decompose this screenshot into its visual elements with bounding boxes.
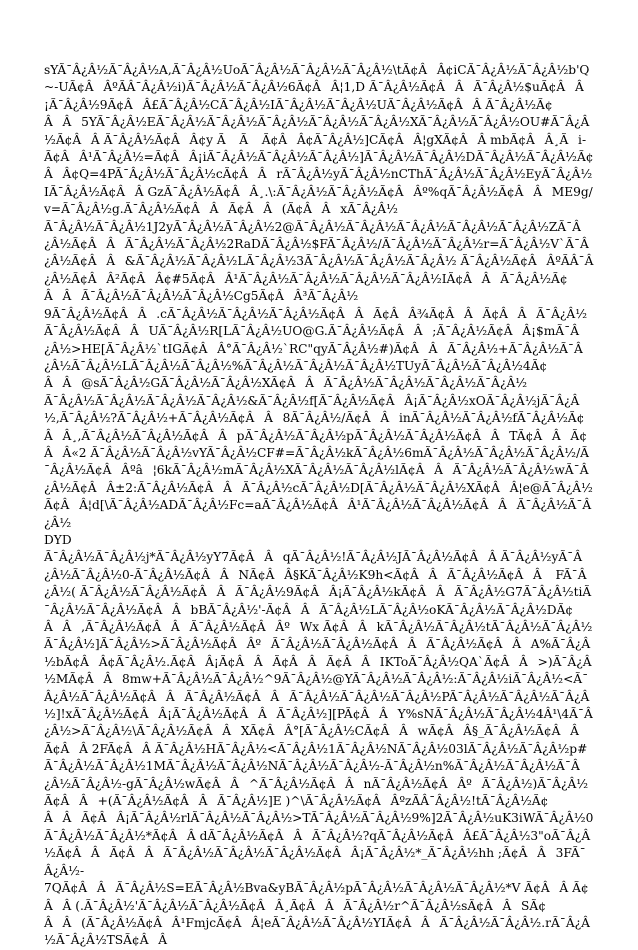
- text-paragraph-4: Ã¯Â¿Â½Ã¯Â¿Â½Ã¯Â¿Â½Ã¯Â¿Â½&Ã¯Â¿Â½f[Ã¯Â¿Â½Ã¢ÂÂ¡Ã¯Â¿Â½xOÃ¯Â¿Â½jÃ¯Â¿Â½,Ã¯Â¿Â½?Ã¯Â¿Â½+Ã¯Â¿Â½Ã¢ÂÂ8Ã¯Â¿Â½/Ã¢ÂÂinÃ¯Â¿Â½Ã¯Â¿Â½fÃ¯Â¿Â½Ã¢ÂÂ¸,Ã¯Â¿Â½Ã¯Â¿Â½Ã¢ÂÂpÃ¯Â¿Â½Ã¯Â¿Â½pÃ¯Â¿Â½Ã¯Â¿Â½Ã¢ÂÂTÃ¢ÂÂÃ¢ÂÂ«2 Ã¯Â¿Â½Ã¯Â¿Â½vYÃ¯Â¿Â½CF#=Ã¯Â¿Â½kÃ¯Â¿Â½6mÃ¯Â¿Â½Ã¯Â¿Â½Ã¯Â¿Â½/Ã¯Â¿Â½Ã¢ÂÂºâ¦6kÃ¯Â¿Â½mÃ¯Â¿Â½XÃ¯Â¿Â½Ã¯Â¿Â½lÃ¢ÂÂÃ¯Â¿Â½Ã¯Â¿Â½wÃ¯Â¿Â½Ã¢ÂÂ±2:Ã¯Â¿Â½Ã¢ÂÂÃ¯Â¿Â½cÃ¯Â¿Â½D[Ã¯Â¿Â½Ã¯Â¿Â½XÃ¢ÂÂ¦e@Ã¯Â¿Â½Ã¢ÂÂ¦d[\Ã¯Â¿Â½ADÃ¯Â¿Â½Fc=aÃ¯Â¿Â½Ã¢ÂÂ¹Ã¯Â¿Â½Ã¯Â¿Â½Ã¢ÂÂÃ¯Â¿Â½Ã¯Â¿Â½: [44, 393, 593, 530]
- text-paragraph-5: DYD: [44, 532, 72, 547]
- garbled-text-body: [44, 62, 594, 950]
- text-paragraph-6: Ã¯Â¿Â½Ã¯Â¿Â½j*Ã¯Â¿Â½yY7Ã¢ÂÂqÃ¯Â¿Â½!Ã¯Â¿Â½JÃ¯Â¿Â½Ã¢ÂÂ Ã¯Â¿Â½yÃ¯Â¿Â½Ã¯Â¿Â½0-Ã¯Â¿Â½Ã¢ÂÂNÃ¢ÂÂ§KÃ¯Â¿Â½K9h<Ã¢ÂÂÃ¯Â¿Â½Ã¢ÂÂ FÃ¯Â¿Â½( Ã¯Â¿Â½Ã¯Â¿Â½Ã¢ÂÂÃ¯Â¿Â½9Ã¢ÂÂ¡Ã¯Â¿Â½kÃ¢ÂÂÃ¯Â¿Â½G7Ã¯Â¿Â½tiÃ¯Â¿Â½Ã¯Â¿Â½Ã¢ÂÂbBÃ¯Â¿Â½'-Ã¢ÂÂÃ¯Â¿Â½LÃ¯Â¿Â½oKÃ¯Â¿Â½Ã¯Â¿Â½DÃ¢ÂÂ,Ã¯Â¿Â½Ã¢ÂÂÃ¯Â¿Â½Ã¢ÂÂºWx Ã¢ÂÂkÃ¯Â¿Â½Ã¯Â¿Â½tÃ¯Â¿Â½Ã¯Â¿Â½Ã¯Â¿Â½]Ã¯Â¿Â½>Ã¯Â¿Â½Ã¢ÂÂºÃ¯Â¿Â½Ã¯Â¿Â½Ã¢ÂÂÃ¯Â¿Â½Ã¢ÂÂA%Ã¯Â¿Â½bÃ¢ÂÂ¢Ã¯Â¿Â½.Ã¢ÂÂ¡Ã¢ÂÂÃ¢ÂÂÃ¢ÂÂIKToÃ¯Â¿Â½QA`Ã¢ÂÂ>)Ã¯Â¿Â½MÃ¢ÂÂ8mw+Ã¯Â¿Â½Ã¯Â¿Â½^9Ã¯Â¿Â½@YÃ¯Â¿Â½Ã¯Â¿Â½:Ã¯Â¿Â½iÃ¯Â¿Â½<Ã¯Â¿Â½Ã¯Â¿Â½Ã¢ÂÂÃ¯Â¿Â½Ã¢ÂÂÃ¯Â¿Â½Ã¯Â¿Â½Ã¯Â¿Â½PÃ¯Â¿Â½Ã¯Â¿Â½Ã¯Â¿Â½]!xÃ¯Â¿Â½Ã¢ÂÂ¡Ã¯Â¿Â½Ã¢ÂÂÃ¯Â¿Â½][PÃ¢ÂÂY%sNÃ¯Â¿Â½Ã¯Â¿Â½4Â¹\4Ã¯Â¿Â½>Ã¯Â¿Â½\Ã¯Â¿Â½Ã¢ÂÂXÃ¢ÂÂ°[Ã¯Â¿Â½CÃ¢ÂÂwÃ¢ÂÂ§_Ã¯Â¿Â½Ã¢ÂÂ Ã¢ÂÂ 2FÃ¢ÂÂ Ã¯Â¿Â½HÃ¯Â¿Â½<Ã¯Â¿Â½1Ã¯Â¿Â½NÃ¯Â¿Â½03lÃ¯Â¿Â½Ã¯Â¿Â½p#Ã¯Â¿Â½Ã¯Â¿Â½1MÃ¯Â¿Â½Ã¯Â¿Â½NÃ¯Â¿Â½Ã¯Â¿Â½-Ã¯Â¿Â½n%Ã¯Â¿Â½Ã¯Â¿Â½Ã¯Â¿Â½Ã¯Â¿Â½-gÃ¯Â¿Â½wÃ¢ÂÂ^Ã¯Â¿Â½Ã¢ÂÂnÃ¯Â¿Â½Ã¢ÂÂºÃ¯Â¿Â½)Ã¯Â¿Â½Ã¢ÂÂ+(Ã¯Â¿Â½Ã¢ÂÂÃ¯Â¿Â½]E )^\Ã¯Â¿Â½Ã¢ÂÂºzÃÂ¯Â¿Â½!tÃ¯Â¿Â½Ã¢ÂÂÃ¢ÂÂ¡Ã¯Â¿Â½rlÃ¯Â¿Â½Ã¯Â¿Â½>TÃ¯Â¿Â½Ã¯Â¿Â½9%]2Ã¯Â¿Â½uK3iWÃ¯Â¿Â½0Ã¯Â¿Â½Ã¯Â¿Â½*Ã¢ÂÂ dÃ¯Â¿Â½Ã¢ÂÂÃ¯Â¿Â½?qÃ¯Â¿Â½Ã¢ÂÂ£Ã¯Â¿Â½3"oÃ¯Â¿Â½Ã¢ÂÂÃ¢ÂÂÃ¯Â¿Â½Ã¯Â¿Â½Ã¯Â¿Â½Ã¢ÂÂ¡Ã¯Â¿Â½*_Ã¯Â¿Â½hh ;Ã¢ÂÂ3FÃ¯Â¿Â½-: [44, 550, 594, 878]
- text-paragraph-3: 9Ã¯Â¿Â½Ã¢ÂÂ.cÃ¯Â¿Â½Ã¯Â¿Â½Ã¯Â¿Â½Ã¢ÂÂÃ¢ÂÂ¾Ã¢ÂÂÃ¢ÂÂÃ¯Â¿Â½Ã¯Â¿Â½Ã¢ÂÂUÃ¯Â¿Â½R[LÃ¯Â¿Â½UO@G.Ã¯Â¿Â½Ã¢ÂÂ;Ã¯Â¿Â½Ã¢ÂÂ¡$mÃ¯Â¿Â½>HE[Ã¯Â¿Â½`tIGÃ¢ÂÂ°Ã¯Â¿Â½`RC"qyÃ¯Â¿Â½#)Ã¢ÂÂÃ¯Â¿Â½+Ã¯Â¿Â½Ã¯Â¿Â½Ã¯Â¿Â½LÃ¯Â¿Â½Ã¯Â¿Â½%Ã¯Â¿Â½Ã¯Â¿Â½Ã¯Â¿Â½TUyÃ¯Â¿Â½Ã¯Â¿Â½4Ã¢ÂÂ@sÃ¯Â¿Â½GÃ¯Â¿Â½Ã¯Â¿Â½XÃ¢ÂÂÃ¯Â¿Â½Ã¯Â¿Â½Ã¯Â¿Â½Ã¯Â¿Â½: [44, 306, 588, 391]
- text-paragraph-2: Ã¯Â¿Â½Ã¯Â¿Â½1J2yÃ¯Â¿Â½Ã¯Â¿Â½2@Ã¯Â¿Â½Ã¯Â¿Â½Ã¯Â¿Â½Ã¯Â¿Â½Ã¯Â¿Â½ZÃ¯Â¿Â½Ã¢ÂÂÃ¯Â¿Â½Ã¯Â¿Â½2RaDÃ¯Â¿Â½$FÃ¯Â¿Â½/Ã¯Â¿Â½Ã¯Â¿Â½r=Ã¯Â¿Â½V`Ã¯Â¿Â½Ã¢ÂÂ&Ã¯Â¿Â½Ã¯Â¿Â½LÃ¯Â¿Â½3Ã¯Â¿Â½Ã¯Â¿Â½Ã¯Â¿Â½ Ã¯Â¿Â½Ã¢ÂÂºÃÂ¯Â¿Â½Ã¢ÂÂ²Ã¢ÂÂ¢#5Ã¢ÂÂ¹Ã¯Â¿Â½Ã¯Â¿Â½Ã¯Â¿Â½Ã¯Â¿Â½IÃ¢ÂÂÃ¯Â¿Â½Ã¢ÂÂÃ¯Â¿Â½Ã¯Â¿Â½Ã¯Â¿Â½Cg5Ã¢ÂÂ³Ã¯Â¿Â½: [44, 219, 594, 304]
- text-paragraph-7: 7QÃ¢ÂÂÃ¯Â¿Â½S=EÃ¯Â¿Â½Bva&yBÃ¯Â¿Â½pÃ¯Â¿Â½Ã¯Â¿Â½Ã¯Â¿Â½*V Ã¢ÂÂ Ã¢ÂÂ (.Ã¯Â¿Â½'Ã¯Â¿Â½Ã¯Â¿Â½Ã¢ÂÂ¸Ã¢ÂÂÃ¯Â¿Â½r^Ã¯Â¿Â½sÃ¢ÂÂSÃ¢ÂÂ(Ã¯Â¿Â½Ã¢ÂÂ¹FmjcÃ¢ÂÂ¦eÃ¯Â¿Â½Ã¯Â¿Â½YIÃ¢ÂÂÃ¯Â¿Â½Ã¯Â¿Â½.rÃ¯Â¿Â½Ã¯Â¿Â½TSÃ¢ÂÂ: [44, 881, 590, 948]
- text-paragraph-1: sYÃ¯Â¿Â½Ã¯Â¿Â½A,Ã¯Â¿Â½UoÃ¯Â¿Â½Ã¯Â¿Â½Ã¯Â¿Â½\tÃ¢ÂÂ¢iCÃ¯Â¿Â½Ã¯Â¿Â½b'Q~-UÃ¢ÂÂºÃÂ¯Â¿Â½i)Ã¯Â¿Â½Ã¯Â¿Â½6Ã¢ÂÂ¦1,D Ã¯Â¿Â½Ã¢ÂÂÃ¯Â¿Â½$uÃ¢ÂÂ¡Ã¯Â¿Â½9Ã¢ÂÂ£Ã¯Â¿Â½CÃ¯Â¿Â½IÃ¯Â¿Â½Ã¯Â¿Â½UÃ¯Â¿Â½Ã¢ÂÂ Ã¯Â¿Â½Ã¢ÂÂ5YÃ¯Â¿Â½EÃ¯Â¿Â½Ã¯Â¿Â½Ã¯Â¿Â½Ã¯Â¿Â½Ã¯Â¿Â½XÃ¯Â¿Â½Ã¯Â¿Â½OU#Ã¯Â¿Â½Ã¢ÂÂ Ã¯Â¿Â½Ã¢ÂÂ¢y Ã Ã Ã¢ÂÂ¢Ã¯Â¿Â½]CÃ¢ÂÂ¦gXÃ¢ÂÂ mbÃ¢ÂÂ¸Ãi-Ã¢ÂÂ¹Ã¯Â¿Â½=Ã¢ÂÂ¡iÃ¯Â¿Â½Ã¯Â¿Â½Ã¯Â¿Â½]Ã¯Â¿Â½Ã¯Â¿Â½DÃ¯Â¿Â½Ã¯Â¿Â½Ã¢ÂÂ¢Q=4PÃ¯Â¿Â½Ã¯Â¿Â½cÃ¢ÂÂrÃ¯Â¿Â½yÃ¯Â¿Â½nCThÃ¯Â¿Â½Ã¯Â¿Â½EyÃ¯Â¿Â½IÃ¯Â¿Â½Ã¢ÂÂ GzÃ¯Â¿Â½Ã¢ÂÂ¸.\:Ã¯Â¿Â½Ã¯Â¿Â½Ã¢ÂÂº%qÃ¯Â¿Â½Ã¢ÂÂME9g/v=Ã¯Â¿Â½g.Ã¯Â¿Â½Ã¢ÂÂÃ¢ÂÂ(Ã¢ÂÂxÃ¯Â¿Â½: [44, 63, 594, 217]
